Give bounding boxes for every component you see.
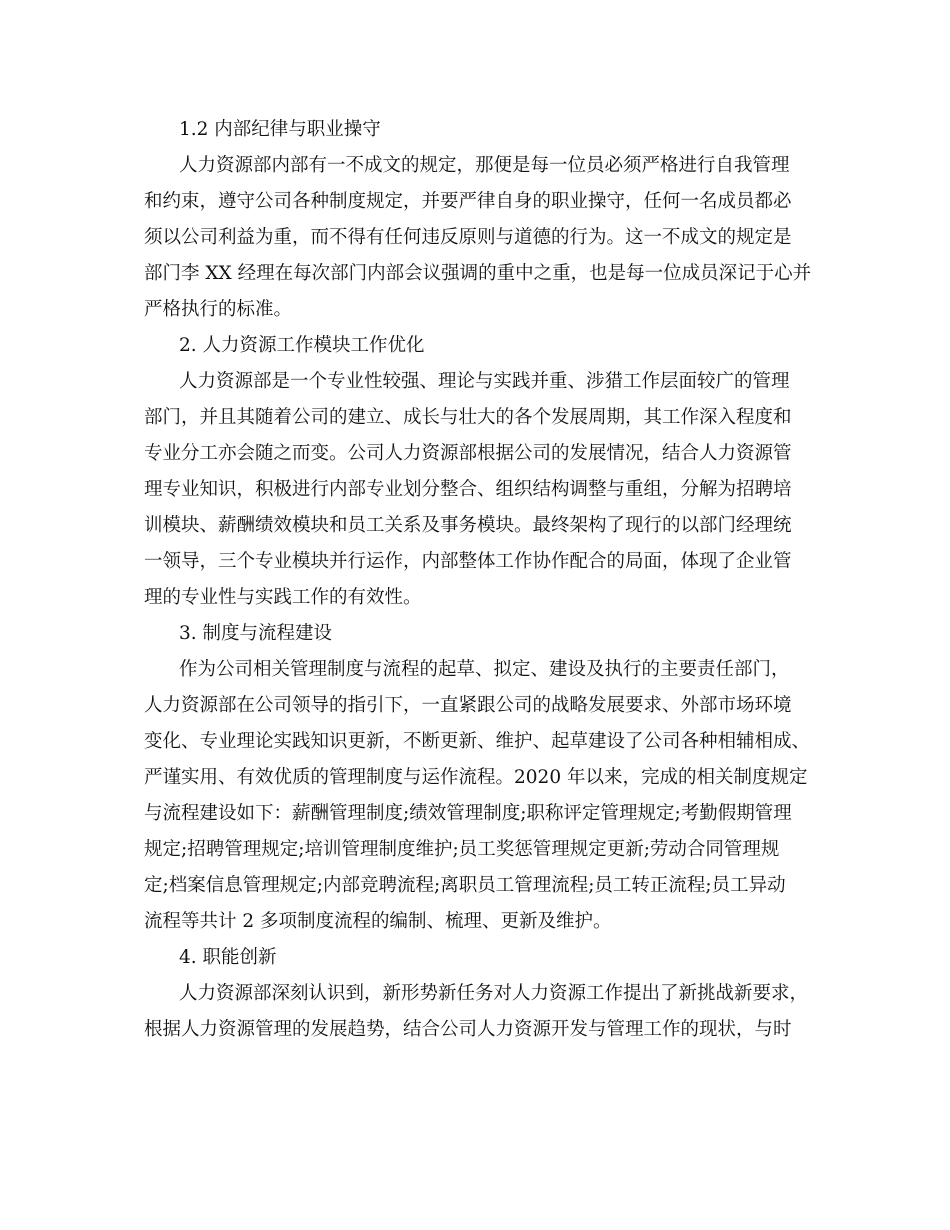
paragraph-line: 变化、专业理论实践知识更新，不断更新、维护、起草建设了公司各种相辅相成、 [144,731,811,752]
section-heading: 1.2 内部纪律与职业操守 [179,119,381,140]
paragraph-line: 一领导，三个专业模块并行运作，内部整体工作协作配合的局面，体现了企业管 [144,551,792,572]
paragraph-line: 专业分工亦会随之而变。公司人力资源部根据公司的发展情况，结合人力资源管 [144,443,792,464]
section-heading: 2. 人力资源工作模块工作优化 [179,335,425,356]
paragraph-line: 人力资源部是一个专业性较强、理论与实践并重、涉猎工作层面较广的管理 [179,371,790,392]
paragraph-line: 理的专业性与实践工作的有效性。 [144,587,422,608]
paragraph-line: 流程等共计 2 多项制度流程的编制、梳理、更新及维护。 [144,911,612,932]
paragraph-line: 作为公司相关管理制度与流程的起草、拟定、建设及执行的主要责任部门， [179,659,790,680]
paragraph-line: 部门，并且其随着公司的建立、成长与壮大的各个发展周期，其工作深入程度和 [144,407,792,428]
paragraph-line: 规定;招聘管理规定;培训管理制度维护;员工奖惩管理规定更新;劳动合同管理规 [144,839,780,860]
paragraph-line: 理专业知识，积极进行内部专业划分整合、组织结构调整与重组，分解为招聘培 [144,479,792,500]
paragraph-line: 训模块、薪酬绩效模块和员工关系及事务模块。最终架构了现行的以部门经理统 [144,515,792,536]
section-heading: 3. 制度与流程建设 [179,623,333,644]
paragraph-line: 根据人力资源管理的发展趋势，结合公司人力资源开发与管理工作的现状，与时 [144,1019,792,1040]
section-heading: 4. 职能创新 [179,947,277,968]
paragraph-line: 人力资源部在公司领导的指引下，一直紧跟公司的战略发展要求、外部市场环境 [144,695,792,716]
paragraph-line: 严格执行的标准。 [144,299,293,320]
paragraph-line: 与流程建设如下：薪酬管理制度;绩效管理制度;职称评定管理规定;考勤假期管理 [144,803,792,824]
paragraph-line: 人力资源部深刻认识到，新形势新任务对人力资源工作提出了新挑战新要求， [179,983,809,1004]
paragraph-line: 和约束，遵守公司各种制度规定，并要严律自身的职业操守，任何一名成员都必 [144,191,792,212]
paragraph-line: 定;档案信息管理规定;内部竞聘流程;离职员工管理流程;员工转正流程;员工异动 [144,875,786,896]
paragraph-line: 严谨实用、有效优质的管理制度与运作流程。2020 年以来，完成的相关制度规定 [144,767,808,788]
paragraph-line: 部门李 XX 经理在每次部门内部会议强调的重中之重，也是每一位成员深记于心并 [144,263,812,284]
paragraph-line: 人力资源部内部有一不成文的规定，那便是每一位员必须严格进行自我管理 [179,155,790,176]
paragraph-line: 须以公司利益为重，而不得有任何违反原则与道德的行为。这一不成文的规定是 [144,227,792,248]
